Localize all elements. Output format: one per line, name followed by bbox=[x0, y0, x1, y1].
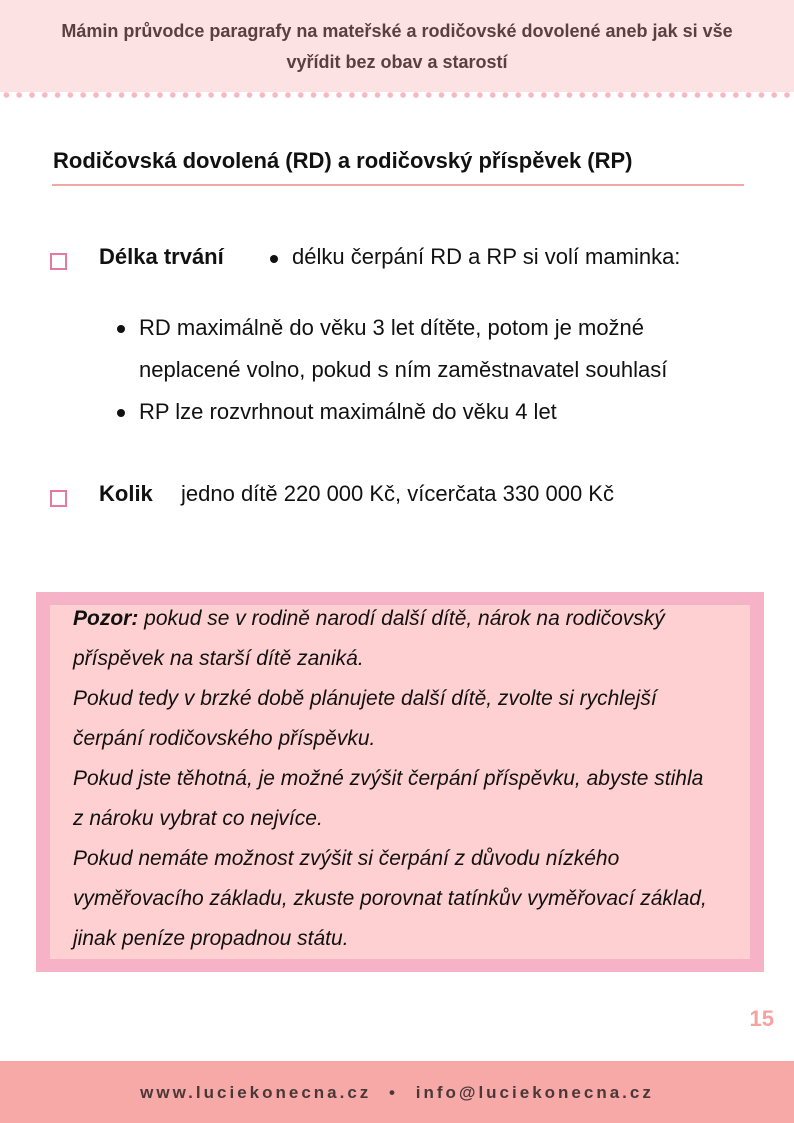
duration-inline-bullet: délku čerpání RD a RP si volí maminka: bbox=[292, 244, 681, 269]
duration-sub-bullet-2: RP lze rozvrhnout maximálně do věku 4 let bbox=[139, 399, 557, 424]
header-title-line1: Mámin průvodce paragrafy na mateřské a rodičovské dovolené aneb jak si vše bbox=[61, 21, 733, 41]
dotted-border bbox=[0, 89, 794, 101]
header-title-line2: vyřídit bez obav a starostí bbox=[286, 52, 508, 72]
row-label-duration: Délka trvání bbox=[99, 244, 224, 269]
page-footer bbox=[0, 1061, 794, 1123]
row-label-amount: Kolik bbox=[99, 481, 153, 506]
duration-sub-bullet-1-line2: neplacené volno, pokud s ním zaměstnavatel souhlasí bbox=[139, 357, 668, 382]
note-line-4: čerpání rodičovského příspěvku. bbox=[73, 727, 376, 750]
note-line-2: příspěvek na starší dítě zaniká. bbox=[73, 647, 364, 670]
note-line-5: Pokud jste těhotná, je možné zvýšit čerpání příspěvku, abyste stihla bbox=[73, 767, 704, 790]
page-header bbox=[0, 0, 794, 92]
amount-text: jedno dítě 220 000 Kč, vícerčata 330 000 Kč bbox=[181, 481, 614, 506]
checkbox-icon bbox=[50, 253, 67, 270]
section-title: Rodičovská dovolená (RD) a rodičovský příspěvek (RP) bbox=[53, 148, 633, 173]
note-line-6: z nároku vybrat co nejvíce. bbox=[73, 807, 323, 830]
note-line-1 bbox=[73, 607, 665, 631]
duration-sub-bullet-1-line1: RD maximálně do věku 3 let dítěte, potom je možné bbox=[139, 315, 645, 340]
note-line-9: jinak peníze propadnou státu. bbox=[73, 927, 349, 950]
note-line-7: Pokud nemáte možnost zvýšit si čerpání z důvodu nízkého bbox=[73, 847, 620, 870]
note-line-1-rest: pokud se v rodině narodí další dítě, nárok na rodičovský bbox=[138, 607, 665, 630]
checkbox-icon bbox=[50, 490, 67, 507]
footer-email-link[interactable]: info@luciekonecna.cz bbox=[415, 1083, 654, 1102]
section-divider bbox=[52, 184, 744, 186]
footer-website-link[interactable]: www.luciekonecna.cz bbox=[140, 1083, 372, 1102]
note-bold-lead: Pozor: bbox=[73, 607, 139, 630]
bullet-icon bbox=[270, 255, 278, 263]
header-title bbox=[20, 16, 774, 78]
footer-separator: • bbox=[389, 1083, 398, 1102]
bullet-icon bbox=[117, 409, 125, 417]
note-line-3: Pokud tedy v brzké době plánujete další dítě, zvolte si rychlejší bbox=[73, 687, 657, 710]
bullet-icon bbox=[117, 325, 125, 333]
note-line-8: vyměřovacího základu, zkuste porovnat tatínkův vyměřovací základ, bbox=[73, 887, 707, 910]
page-number: 15 bbox=[749, 1006, 774, 1031]
footer-contact bbox=[0, 1083, 794, 1103]
